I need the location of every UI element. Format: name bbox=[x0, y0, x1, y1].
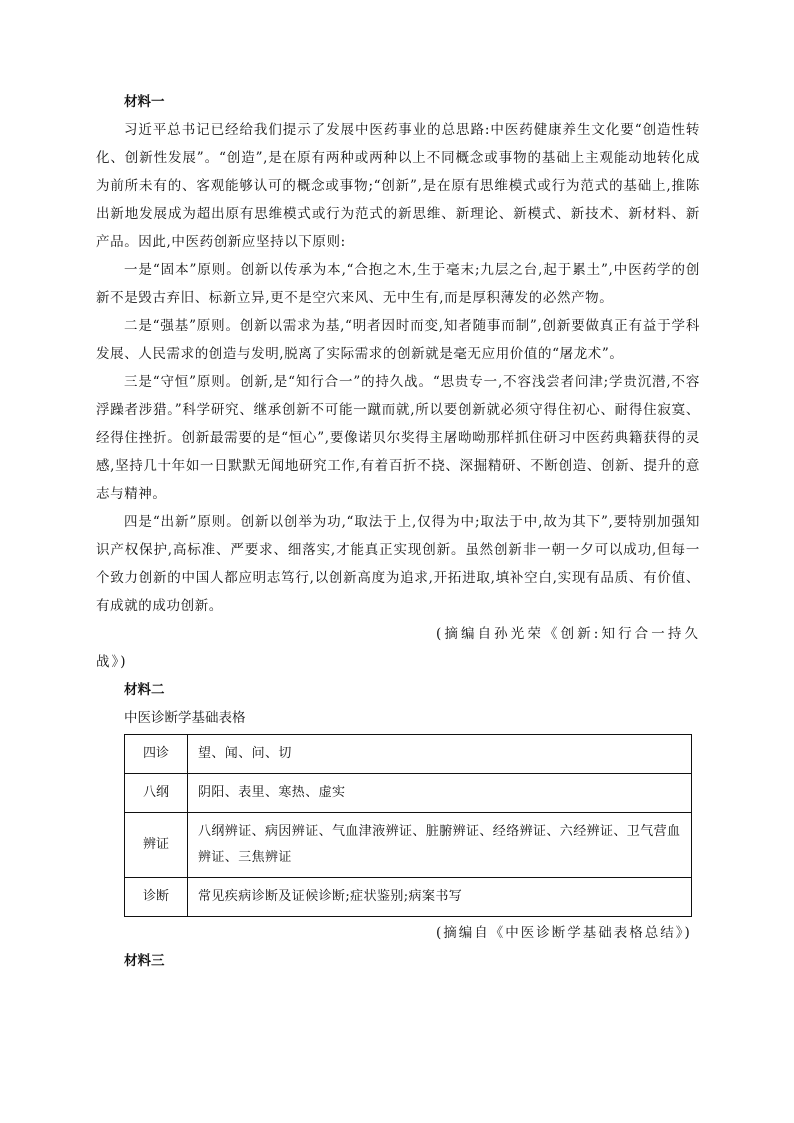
tcm-diagnosis-table bbox=[124, 734, 692, 917]
material1-paragraph-qiangji: 二是“强基”原则。创新以需求为基,“明者因时而变,知者随事而制”,创新要做真正有益于学科发展、人民需求的创造与发明,脱离了实际需求的创新就是毫无应用价值的“屠龙术”。 bbox=[96, 318, 700, 362]
table-row-label: 四诊 bbox=[125, 735, 188, 774]
table-row-value: 常见疾病诊断及证候诊断;症状鉴别;病案书写 bbox=[188, 878, 692, 917]
material1-paragraph-chuxin: 四是“出新”原则。创新以创举为功,“取法于上,仅得为中;取法于中,故为其下”,要特别加强知识产权保护,高标准、严要求、细落实,才能真正实现创新。虽然创新非一朝一夕可以成功,但每一个致力创新的中国人都应明志笃行,以创新高度为追求,开拓进取,填补空白,实现有品质、有价值、有成就的成功创新。 bbox=[96, 514, 700, 614]
table-row-label: 辨证 bbox=[125, 813, 188, 878]
table-row-value: 八纲辨证、病因辨证、气血津液辨证、脏腑辨证、经络辨证、六经辨证、卫气营血辨证、三焦辨证 bbox=[188, 813, 692, 878]
table-row-label: 诊断 bbox=[125, 878, 188, 917]
material2-table-title: 中医诊断学基础表格 bbox=[124, 710, 246, 726]
table-row bbox=[125, 878, 692, 917]
material2-source: (摘编自《中医诊断学基础表格总结》) bbox=[436, 925, 692, 941]
table-row bbox=[125, 735, 692, 774]
table-row-label: 八纲 bbox=[125, 774, 188, 813]
document-content bbox=[96, 88, 700, 975]
table-row-value: 阴阳、表里、寒热、虚实 bbox=[188, 774, 692, 813]
material1-heading: 材料一 bbox=[124, 94, 165, 110]
material2-heading: 材料二 bbox=[124, 682, 165, 698]
material1-paragraph-shouheng: 三是“守恒”原则。创新,是“知行合一”的持久战。“思贵专一,不容浅尝者问津;学贵沉潜,不容浮躁者涉猎。”科学研究、继承创新不可能一蹴而就,所以要创新就必须守得住初心、耐得住寂寞、经得住挫折。创新最需要的是“恒心”,要像诺贝尔奖得主屠呦呦那样抓住研习中医药典籍获得的灵感,坚持几十年如一日默默无闻地研究工作,有着百折不挠、深掘精研、不断创造、创新、提升的意志与精神。 bbox=[96, 374, 700, 502]
material3-heading: 材料三 bbox=[124, 953, 165, 969]
table-row bbox=[125, 774, 692, 813]
table-row-value: 望、闻、问、切 bbox=[188, 735, 692, 774]
material1-source: (摘编自孙光荣《创新:知行合一持久战》) bbox=[96, 626, 700, 670]
material1-paragraph-guben: 一是“固本”原则。创新以传承为本,“合抱之木,生于毫末;九层之台,起于累土”,中医药学的创新不是毁古弃旧、标新立异,更不是空穴来风、无中生有,而是厚积薄发的必然产物。 bbox=[96, 262, 700, 306]
material1-paragraph-intro: 习近平总书记已经给我们提示了发展中医药事业的总思路:中医药健康养生文化要“创造性转化、创新性发展”。“创造”,是在原有两种或两种以上不同概念或事物的基础上主观能动地转化成为前所未有的、客观能够认可的概念或事物;“创新”,是在原有思维模式或行为范式的基础上,推陈出新地发展成为超出原有思维模式或行为范式的新思维、新理论、新模式、新技术、新材料、新产品。因此,中医药创新应坚持以下原则: bbox=[96, 122, 700, 250]
table-row bbox=[125, 813, 692, 878]
